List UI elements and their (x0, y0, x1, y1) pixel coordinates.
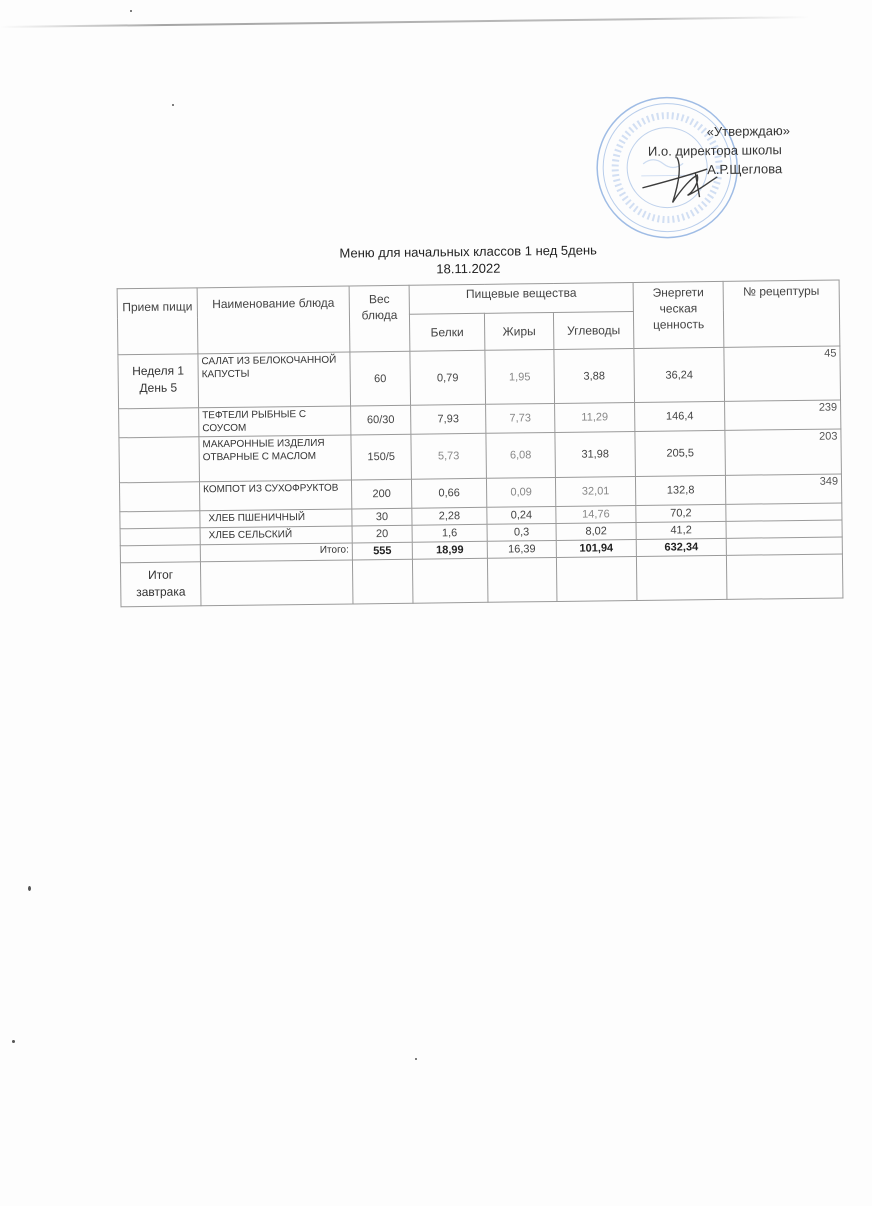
dish-recipe: 45 (724, 346, 841, 401)
totals-recipe-empty (726, 537, 842, 555)
dish-carbs: 3,88 (554, 348, 635, 403)
table-row (118, 346, 841, 409)
approval-block (637, 121, 808, 180)
dish-weight: 150/5 (351, 434, 412, 480)
scan-speck (415, 1058, 417, 1060)
header-meal: Прием пищи (117, 288, 198, 355)
dish-energy: 41,2 (636, 521, 726, 539)
meal-cell-empty (119, 482, 199, 512)
dish-proteins: 0,79 (410, 350, 486, 405)
scan-speck (172, 104, 174, 106)
header-row-1 (117, 280, 839, 318)
dish-recipe: 239 (725, 400, 841, 430)
footer-cell-empty (726, 554, 843, 599)
menu-date: 18.11.2022 (436, 260, 501, 277)
dish-recipe: 349 (725, 474, 841, 504)
breakfast-total-label: Итог завтрака (120, 562, 201, 607)
dish-proteins: 5,73 (411, 433, 487, 479)
dish-carbs: 14,76 (556, 505, 636, 523)
totals-carbs: 101,94 (556, 539, 636, 557)
dish-weight: 200 (351, 479, 411, 509)
dish-name: ТЕФТЕЛИ РЫБНЫЕ С СОУСОМ (199, 406, 351, 437)
dish-energy: 146,4 (635, 401, 725, 431)
footer-cell-empty (412, 558, 488, 603)
dish-energy: 36,24 (634, 347, 725, 402)
dish-carbs: 8,02 (556, 522, 636, 540)
dish-name: ХЛЕБ ПШЕНИЧНЫЙ (200, 509, 352, 528)
header-weight: Вес блюда (349, 285, 410, 352)
dish-name: САЛАТ ИЗ БЕЛОКОЧАННОЙ КАПУСТЫ (198, 352, 351, 408)
approval-position: И.о. директора школы (647, 142, 782, 159)
meal-cell-empty (120, 528, 200, 546)
dish-fats: 1,95 (485, 349, 555, 404)
header-carbs: Углеводы (553, 311, 633, 349)
dish-weight: 60/30 (351, 405, 411, 435)
meal-cell-empty (120, 545, 200, 563)
menu-title-block (298, 241, 638, 279)
dish-recipe (726, 520, 842, 538)
dish-energy: 70,2 (636, 504, 726, 522)
dish-proteins: 0,66 (411, 478, 486, 508)
dish-proteins: 1,6 (412, 524, 487, 542)
dish-carbs: 31,98 (555, 431, 636, 477)
dish-name: МАКАРОННЫЕ ИЗДЕЛИЯ ОТВАРНЫЕ С МАСЛОМ (199, 435, 352, 482)
footer-cell-empty (487, 557, 557, 602)
scan-speck (130, 10, 132, 12)
header-energy: Энергети ческая ценность (633, 281, 724, 348)
dish-name: ХЛЕБ СЕЛЬСКИЙ (200, 526, 352, 545)
header-proteins: Белки (409, 313, 484, 351)
dish-fats: 0,24 (487, 506, 556, 524)
dish-weight: 20 (352, 525, 412, 543)
dish-name: КОМПОТ ИЗ СУХОФРУКТОВ (199, 480, 351, 511)
meal-cell-empty (119, 437, 200, 483)
header-recipe: № рецептуры (723, 280, 840, 347)
dish-recipe (726, 503, 842, 521)
dish-recipe: 203 (725, 429, 842, 475)
dish-fats: 0,09 (486, 477, 555, 507)
header-fats: Жиры (484, 312, 553, 350)
totals-proteins: 18,99 (412, 541, 487, 559)
scan-speck (28, 886, 31, 891)
dish-proteins: 2,28 (412, 507, 487, 525)
approval-signer: А.Р.Щеглова (707, 161, 783, 178)
totals-fats: 16,39 (487, 540, 556, 558)
meal-cell-empty (120, 511, 200, 529)
header-nutrients: Пищевые вещества (409, 282, 633, 314)
menu-table (117, 279, 844, 607)
totals-label: Итого: (200, 543, 352, 562)
dish-weight: 30 (352, 508, 412, 526)
totals-energy: 632,34 (636, 538, 726, 556)
footer-cell-empty (352, 559, 413, 604)
scan-speck (12, 1040, 15, 1043)
menu-title: Меню для начальных классов 1 нед 5день (339, 242, 597, 261)
dish-fats: 0,3 (487, 523, 556, 541)
totals-weight: 555 (352, 542, 412, 560)
footer-row (120, 554, 842, 607)
approval-heading: «Утверждаю» (706, 123, 790, 140)
header-dish-name: Наименование блюда (197, 286, 350, 354)
footer-cell-empty (200, 560, 353, 606)
dish-weight: 60 (350, 351, 411, 406)
dish-fats: 6,08 (486, 432, 556, 478)
meal-cell-empty (119, 408, 199, 438)
dish-proteins: 7,93 (411, 404, 486, 434)
dish-energy: 205,5 (635, 430, 726, 476)
footer-cell-empty (556, 556, 637, 601)
dish-carbs: 11,29 (555, 402, 635, 432)
dish-carbs: 32,01 (555, 476, 635, 506)
dish-fats: 7,73 (486, 403, 555, 433)
meal-period: Неделя 1 День 5 (118, 354, 199, 409)
footer-cell-empty (636, 555, 727, 600)
dish-energy: 132,8 (635, 475, 725, 505)
